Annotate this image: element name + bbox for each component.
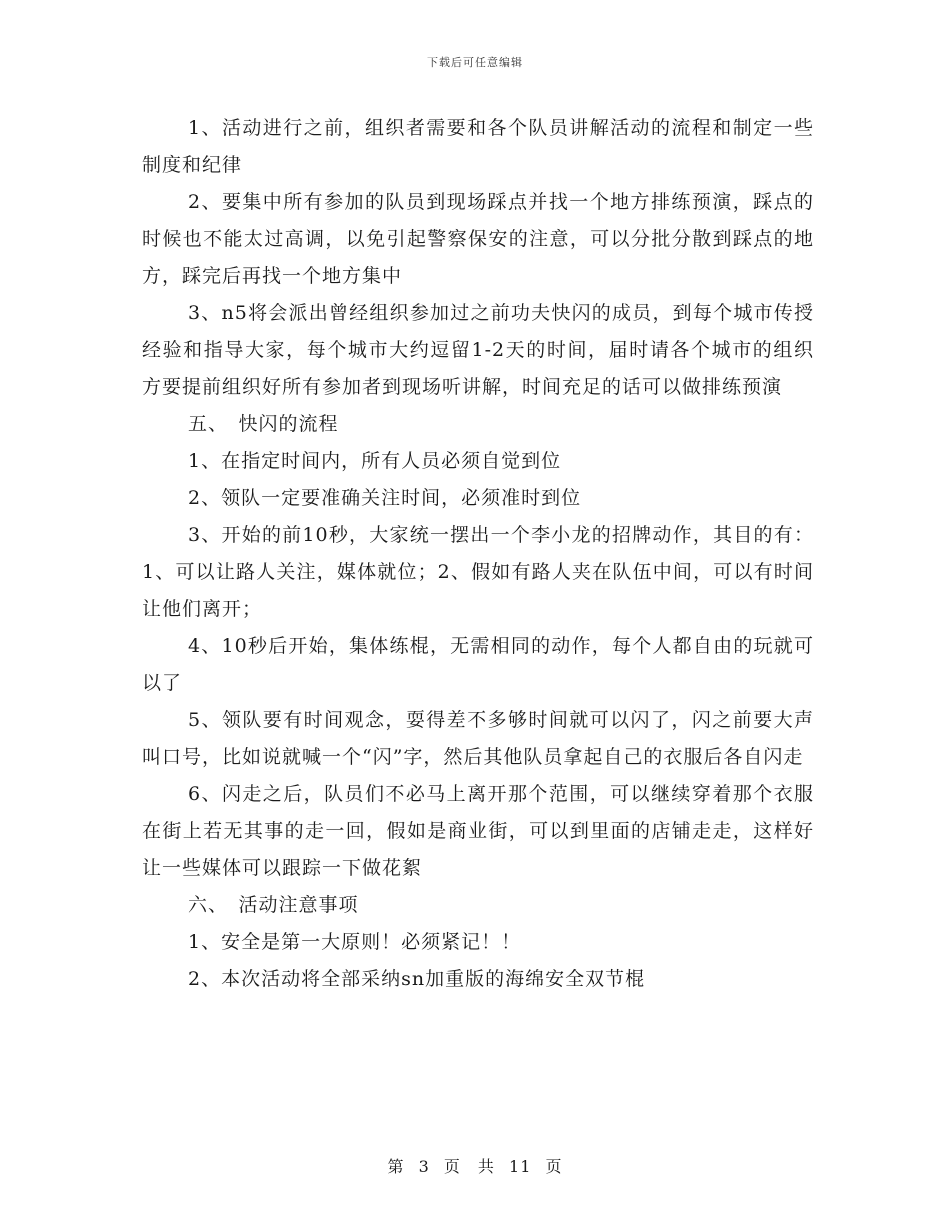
section-heading: 六、 活动注意事项	[188, 894, 359, 916]
paragraph: 2、要集中所有参加的队员到现场踩点并找一个地方排练预演，踩点的时候也不能太过高调，以免引起警察保安的注意，可以分批分散到踩点的地方，踩完后再找一个地方集中	[142, 191, 814, 287]
paragraph: 6、闪走之后，队员们不必马上离开那个范围，可以继续穿着那个衣服在街上若无其事的走一回，假如是商业街，可以到里面的店铺走走，这样好让一些媒体可以跟踪一下做花絮	[142, 783, 814, 879]
paragraph: 3、开始的前10秒，大家统一摆出一个李小龙的招牌动作，其目的有：1、可以让路人关注，媒体就位；2、假如有路人夹在队伍中间，可以有时间让他们离开；	[142, 524, 814, 620]
page-header: 下载后可任意编辑	[427, 56, 523, 69]
footer-suffix: 页	[545, 1157, 563, 1176]
footer-prefix: 第	[387, 1157, 405, 1176]
paragraph: 4、10秒后开始，集体练棍，无需相同的动作，每个人都自由的玩就可以了	[142, 635, 814, 694]
footer-page-number: 3	[418, 1157, 430, 1176]
document-body	[142, 110, 814, 998]
page-footer	[0, 1154, 950, 1177]
paragraph: 2、领队一定要准确关注时间，必须准时到位	[188, 487, 582, 509]
footer-middle: 页 共	[443, 1157, 495, 1176]
paragraph: 5、领队要有时间观念，耍得差不多够时间就可以闪了，闪之前要大声叫口号，比如说就喊一个“闪”字，然后其他队员拿起自己的衣服后各自闪走	[142, 709, 814, 768]
paragraph: 1、活动进行之前，组织者需要和各个队员讲解活动的流程和制定一些制度和纪律	[142, 117, 814, 176]
paragraph: 1、安全是第一大原则！必须紧记！！	[188, 931, 522, 953]
footer-total-pages: 11	[509, 1157, 532, 1176]
section-heading: 五、 快闪的流程	[188, 413, 339, 435]
paragraph: 3、n5将会派出曾经组织参加过之前功夫快闪的成员，到每个城市传授经验和指导大家，每个城市大约逗留1-2天的时间，届时请各个城市的组织方要提前组织好所有参加者到现场听讲解，时间充足的话可以做排练预演	[142, 302, 814, 398]
paragraph: 1、在指定时间内，所有人员必须自觉到位	[188, 450, 562, 472]
paragraph: 2、本次活动将全部采纳sn加重版的海绵安全双节棍	[188, 968, 646, 990]
